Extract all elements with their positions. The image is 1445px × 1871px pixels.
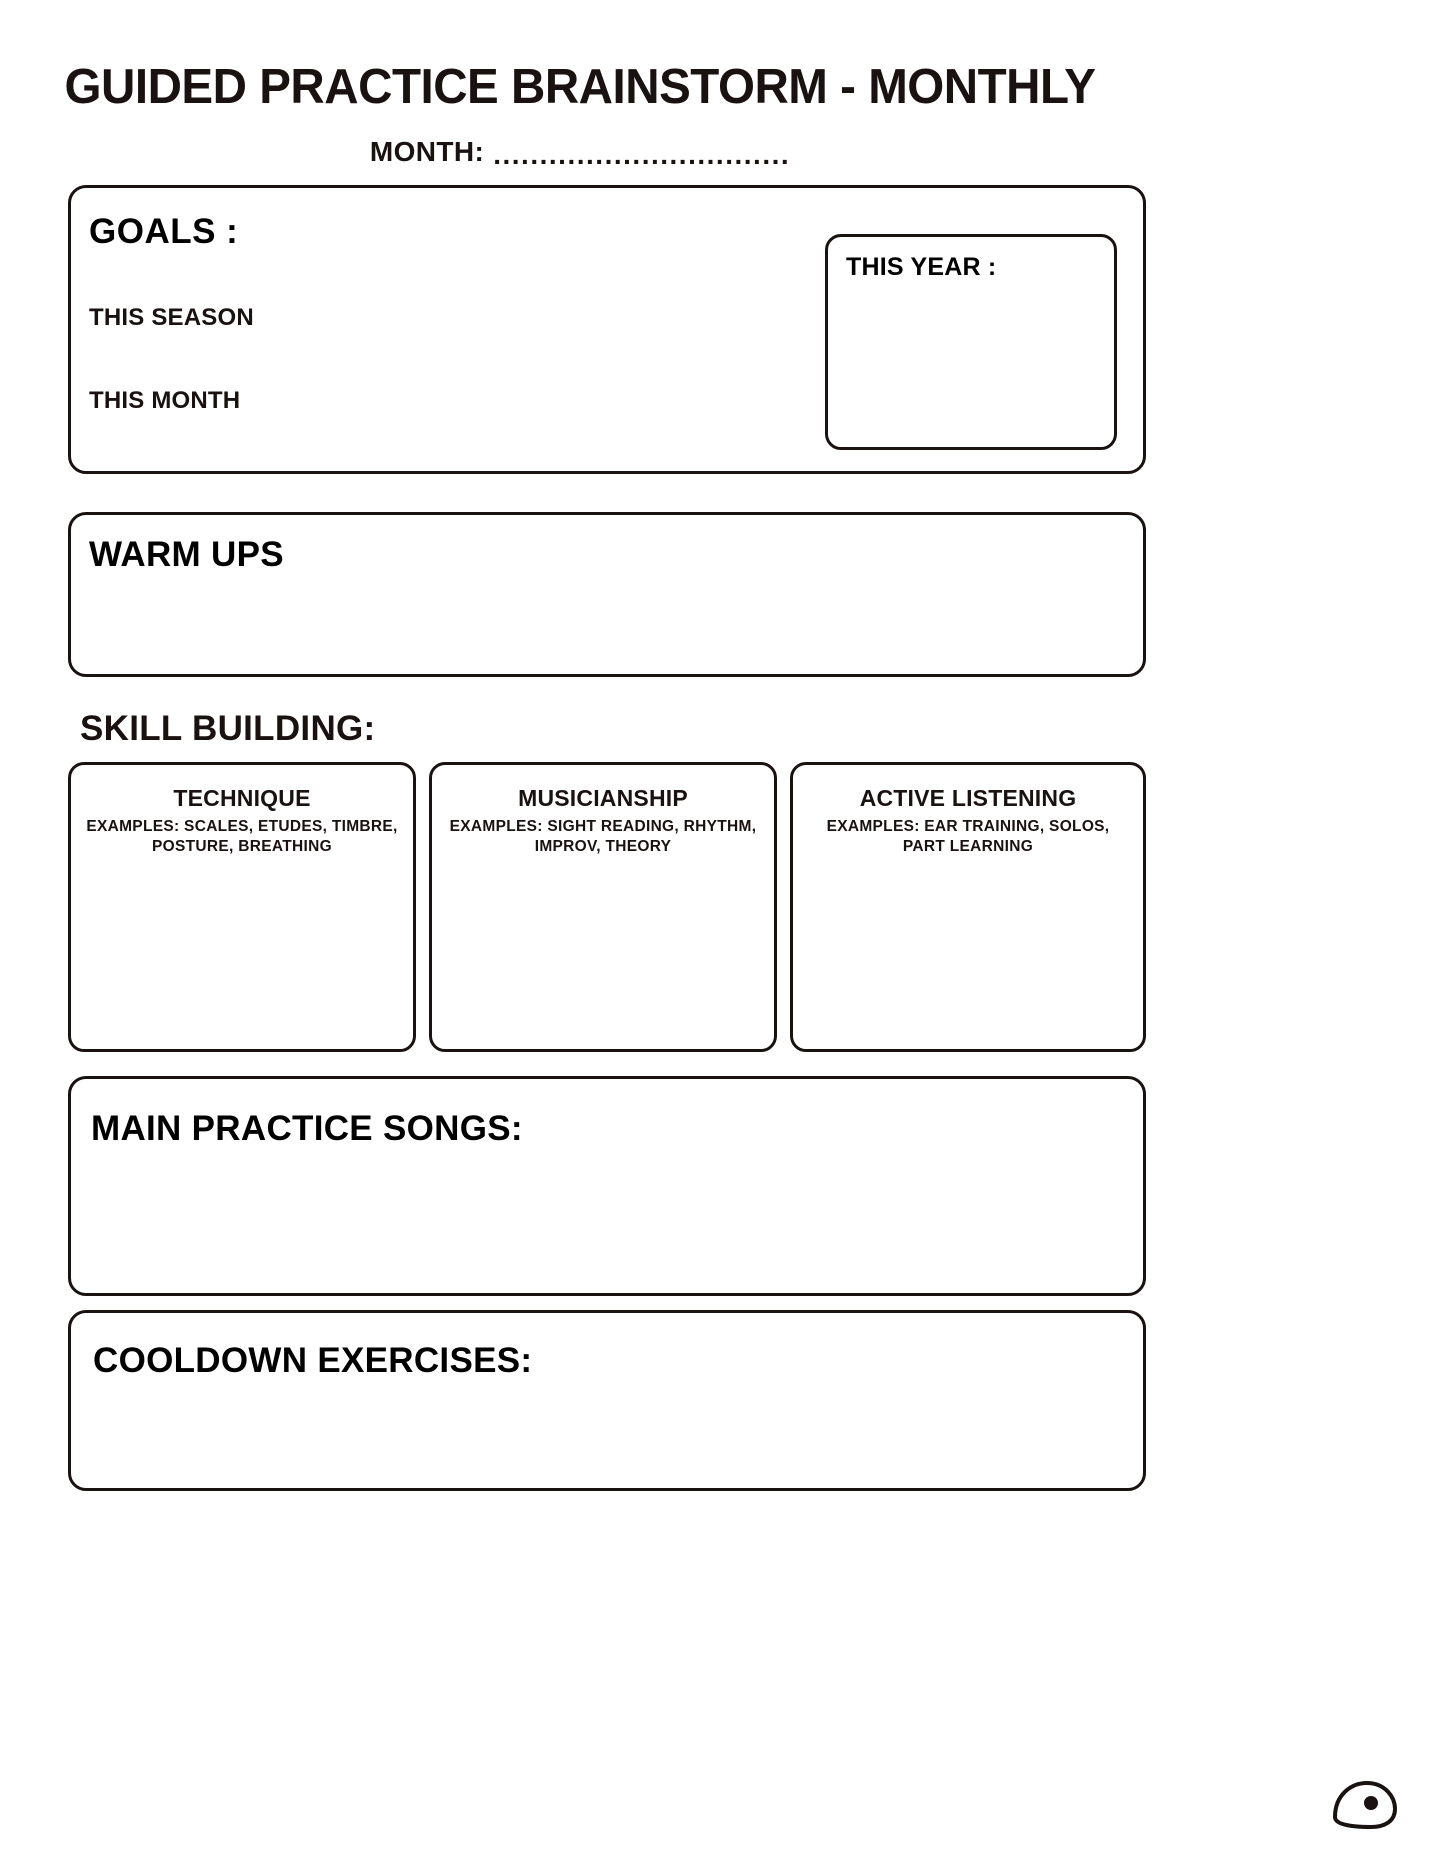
- skill-box-examples: EXAMPLES: SCALES, ETUDES, TIMBRE, POSTURE, BREATHING: [86, 818, 398, 855]
- goals-title: GOALS :: [89, 212, 239, 251]
- main-practice-songs-section[interactable]: [68, 1076, 1146, 1296]
- skill-building-heading: SKILL BUILDING:: [80, 709, 376, 748]
- eye-logo-icon: [1331, 1777, 1399, 1831]
- main-practice-songs-title: MAIN PRACTICE SONGS:: [91, 1109, 523, 1148]
- skill-box-technique[interactable]: [68, 762, 416, 1052]
- skill-box-musicianship[interactable]: [429, 762, 777, 1052]
- skill-box-examples: EXAMPLES: EAR TRAINING, SOLOS, PART LEARNING: [826, 818, 1110, 855]
- page-title: GUIDED PRACTICE BRAINSTORM - MONTHLY: [64, 60, 1096, 114]
- month-label: MONTH:: [369, 136, 485, 167]
- warm-ups-title: WARM UPS: [89, 535, 284, 574]
- skill-box-title: TECHNIQUE: [173, 785, 311, 811]
- skill-box-examples: EXAMPLES: SIGHT READING, RHYTHM, IMPROV, THEORY: [449, 818, 757, 855]
- month-dotted-line[interactable]: ................................: [493, 139, 791, 170]
- skill-box-active-listening[interactable]: [790, 762, 1146, 1052]
- warm-ups-section[interactable]: [68, 512, 1146, 677]
- this-year-box[interactable]: [825, 234, 1117, 450]
- this-year-label: THIS YEAR :: [846, 253, 997, 281]
- skill-box-title: MUSICIANSHIP: [518, 785, 688, 811]
- goals-this-season-label: THIS SEASON: [89, 304, 254, 331]
- cooldown-exercises-title: COOLDOWN EXERCISES:: [93, 1341, 533, 1380]
- skill-box-title: ACTIVE LISTENING: [859, 785, 1077, 811]
- goals-this-month-label: THIS MONTH: [89, 387, 241, 414]
- cooldown-exercises-section[interactable]: [68, 1310, 1146, 1491]
- goals-section[interactable]: [68, 185, 1146, 474]
- month-field-row: [0, 136, 1160, 170]
